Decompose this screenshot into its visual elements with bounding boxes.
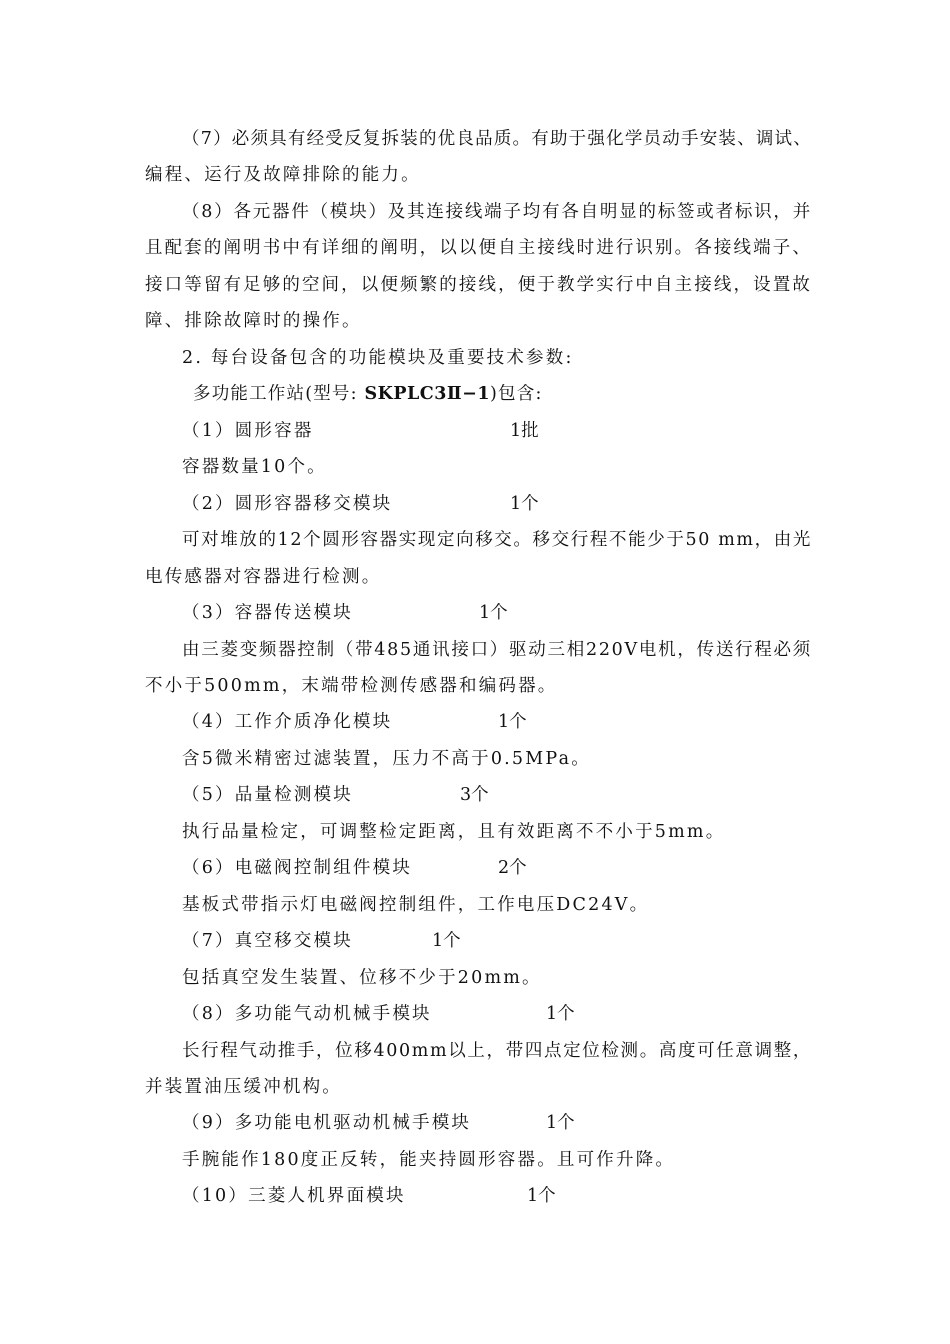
module-name: （5）品量检测模块 xyxy=(182,785,353,805)
module-name: （7）真空移交模块 xyxy=(182,931,353,951)
module-quantity: 1个 xyxy=(432,931,461,951)
paragraph-line: （8）各元器件（模块）及其连接线端子均有各自明显的标签或者标识，并 xyxy=(182,202,812,222)
module-description: 可对堆放的12个圆形容器实现定向移交。移交行程不能少于50 mm，由光 xyxy=(182,530,812,550)
module-description: 包括真空发生装置、位移不少于20mm。 xyxy=(182,968,542,988)
workstation-line xyxy=(193,382,543,406)
module-description: 不小于500mm，末端带检测传感器和编码器。 xyxy=(145,676,558,696)
module-quantity: 1个 xyxy=(546,1004,575,1024)
module-name: （8）多功能气动机械手模块 xyxy=(182,1004,432,1024)
module-description: 容器数量10个。 xyxy=(182,457,327,477)
module-quantity: 1个 xyxy=(546,1113,575,1133)
paragraph-line: 接口等留有足够的空间，以便频繁的接线，便于教学实行中自主接线，设置故 xyxy=(145,275,812,295)
module-description: 电传感器对容器进行检测。 xyxy=(145,567,382,587)
module-description: 基板式带指示灯电磁阀控制组件，工作电压DC24V。 xyxy=(182,895,650,915)
module-description: 执行品量检定，可调整检定距离，且有效距离不不小于5mm。 xyxy=(182,822,726,842)
module-quantity: 1个 xyxy=(479,603,508,623)
workstation-suffix: )包含: xyxy=(490,384,543,404)
module-name: （10）三菱人机界面模块 xyxy=(182,1186,406,1206)
module-name: （3）容器传送模块 xyxy=(182,603,353,623)
module-name: （9）多功能电机驱动机械手模块 xyxy=(182,1113,472,1133)
module-description: 并装置油压缓冲机构。 xyxy=(145,1077,342,1097)
module-description: 由三菱变频器控制（带485通讯接口）驱动三相220V电机，传送行程必须 xyxy=(182,640,812,660)
module-quantity: 1个 xyxy=(498,712,527,732)
module-quantity: 3个 xyxy=(460,785,489,805)
paragraph-line: （7）必须具有经受反复拆装的优良品质。有助于强化学员动手安装、调试、 xyxy=(182,129,812,149)
paragraph-line: 且配套的阐明书中有详细的阐明，以以便自主接线时进行识别。各接线端子、 xyxy=(145,238,812,258)
section-heading: 2. 每台设备包含的功能模块及重要技术参数: xyxy=(182,348,574,368)
paragraph-line: 障、排除故障时的操作。 xyxy=(145,311,362,331)
module-description: 手腕能作180度正反转，能夹持圆形容器。且可作升降。 xyxy=(182,1150,676,1170)
module-quantity: 2个 xyxy=(498,858,527,878)
module-name: （1）圆形容器 xyxy=(182,421,314,441)
module-quantity: 1个 xyxy=(510,494,539,514)
module-name: （6）电磁阀控制组件模块 xyxy=(182,858,413,878)
module-description: 含5微米精密过滤装置，压力不高于0.5MPa。 xyxy=(182,749,591,769)
paragraph-line: 编程、运行及故障排除的能力。 xyxy=(145,165,421,185)
module-quantity: 1批 xyxy=(510,421,539,441)
module-name: （2）圆形容器移交模块 xyxy=(182,494,393,514)
module-name: （4）工作介质净化模块 xyxy=(182,712,393,732)
module-description: 长行程气动推手，位移400mm以上，带四点定位检测。高度可任意调整， xyxy=(182,1041,812,1061)
workstation-prefix: 多功能工作站(型号: xyxy=(193,384,365,404)
workstation-model: SKPLC3Ⅱ−1 xyxy=(364,384,491,404)
module-quantity: 1个 xyxy=(527,1186,556,1206)
